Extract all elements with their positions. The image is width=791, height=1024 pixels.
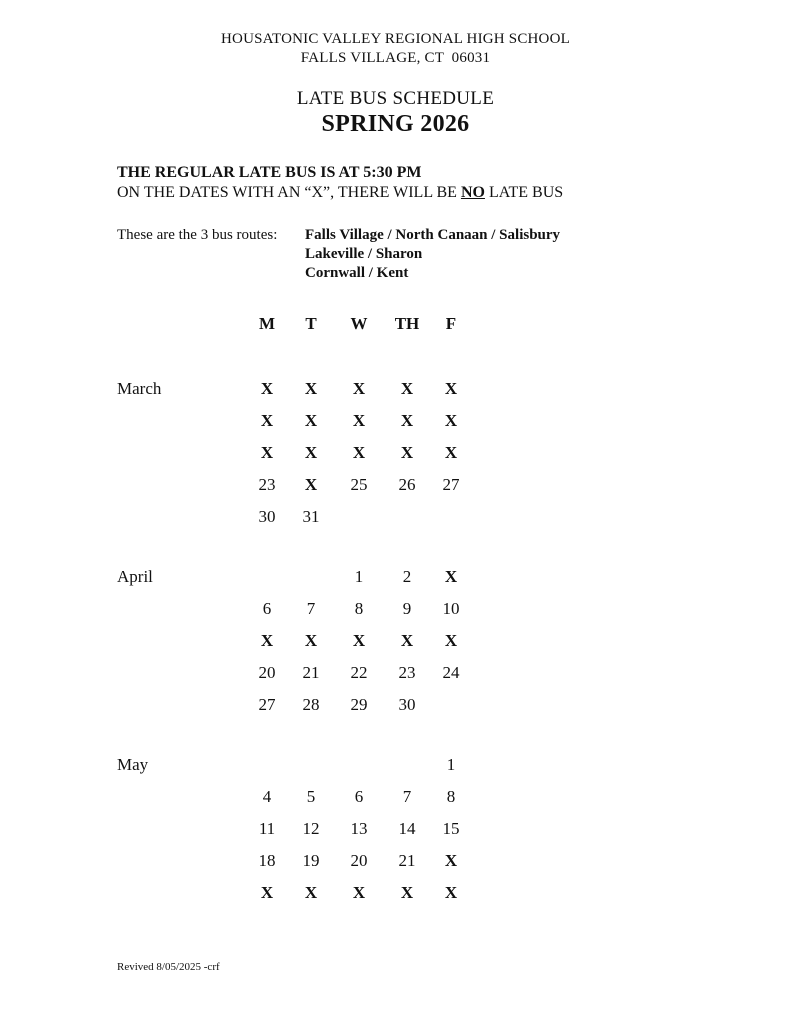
date-cell: 5 [306,787,316,806]
document-title: LATE BUS SCHEDULE [296,88,495,109]
date-cell: 8 [446,787,456,806]
no-bus-mark: X [352,443,366,462]
bus-route-item: Cornwall / Kent [305,265,409,281]
no-bus-mark: X [400,631,414,650]
month-section [117,561,472,721]
no-bus-mark: X [352,631,366,650]
no-late-bus-suffix: LATE BUS [484,184,564,201]
month-label [117,813,246,845]
no-bus-mark: X [400,883,414,902]
calendar-row [117,373,472,405]
no-bus-mark: X [352,411,366,430]
school-name: HOUSATONIC VALLEY REGIONAL HIGH SCHOOL [221,31,570,47]
day-header: W [350,314,368,333]
month-label [117,437,246,469]
revision-note: Revived 8/05/2025 -crf [117,961,220,973]
no-bus-mark: X [352,379,366,398]
date-cell: 9 [402,599,412,618]
no-bus-mark: X [444,883,458,902]
no-bus-mark: X [304,411,318,430]
month-section [117,749,472,909]
no-bus-mark: X [260,411,274,430]
day-header: T [305,314,317,333]
calendar-row [117,561,472,593]
no-bus-mark: X [444,631,458,650]
date-cell [430,689,472,721]
date-cell: 6 [262,599,272,618]
date-cell: 1 [354,567,364,586]
month-label [117,689,246,721]
bus-route-item: Lakeville / Sharon [305,246,423,262]
date-cell: 15 [442,819,460,838]
no-bus-mark: X [260,631,274,650]
date-cell: 7 [306,599,316,618]
date-cell: 7 [402,787,412,806]
date-cell: 23 [398,663,416,682]
no-bus-mark: X [304,883,318,902]
bus-routes [117,226,560,283]
month-label [117,877,246,909]
calendar-row [117,437,472,469]
date-cell: 6 [354,787,364,806]
month-label [117,405,246,437]
date-cell: 8 [354,599,364,618]
date-cell: 11 [258,819,276,838]
date-cell: 20 [350,851,368,870]
date-cell: 28 [302,695,320,714]
calendar-row [117,469,472,501]
date-cell: 21 [302,663,320,682]
date-cell: 2 [402,567,412,586]
month-label [117,469,246,501]
no-bus-mark: X [304,443,318,462]
date-cell: 21 [398,851,416,870]
calendar-row [117,657,472,689]
no-bus-mark: X [444,443,458,462]
month-label [117,657,246,689]
month-label [117,625,246,657]
date-cell [288,749,334,781]
calendar-row [117,845,472,877]
date-cell: 27 [258,695,276,714]
date-cell: 26 [398,475,416,494]
calendar-row [117,813,472,845]
calendar-row [117,749,472,781]
no-bus-mark: X [260,883,274,902]
late-bus-calendar [117,315,472,909]
date-cell: 31 [302,507,320,526]
no-bus-mark: X [352,883,366,902]
regular-late-bus-line: THE REGULAR LATE BUS IS AT 5:30 PM [117,164,422,181]
no-bus-mark: X [444,567,458,586]
no-bus-mark: X [400,411,414,430]
day-header: F [445,314,457,333]
no-bus-mark: X [400,379,414,398]
calendar-row [117,405,472,437]
no-bus-mark: X [304,379,318,398]
day-header-spacer [117,315,246,333]
month-label: May [117,755,149,774]
no-bus-mark: X [444,379,458,398]
calendar-row [117,689,472,721]
calendar-row [117,781,472,813]
date-cell [384,749,430,781]
day-header-row [117,315,472,333]
no-late-bus-emphasis: NO [460,184,485,201]
date-cell [334,501,384,533]
month-label [117,781,246,813]
date-cell: 30 [398,695,416,714]
calendar-months [117,373,472,909]
date-cell: 4 [262,787,272,806]
calendar-row [117,625,472,657]
month-label [117,501,246,533]
date-cell: 10 [442,599,460,618]
date-cell: 23 [258,475,276,494]
no-bus-mark: X [260,379,274,398]
calendar-row [117,501,472,533]
no-bus-mark: X [304,631,318,650]
date-cell: 19 [302,851,320,870]
month-label: April [117,567,153,586]
date-cell [334,749,384,781]
date-cell: 1 [446,755,456,774]
date-cell: 30 [258,507,276,526]
date-cell [384,501,430,533]
bus-routes-label: These are the 3 bus routes: [117,227,278,243]
no-late-bus-prefix: ON THE DATES WITH AN “X”, THERE WILL BE [117,184,461,201]
no-bus-mark: X [444,411,458,430]
no-bus-mark: X [304,475,318,494]
document-subtitle: SPRING 2026 [321,111,470,137]
no-bus-mark: X [444,851,458,870]
no-bus-mark: X [400,443,414,462]
date-cell: 14 [398,819,416,838]
date-cell: 18 [258,851,276,870]
date-cell [288,561,334,593]
day-header: TH [394,314,420,333]
date-cell: 20 [258,663,276,682]
calendar-row [117,877,472,909]
school-address: FALLS VILLAGE, CT 06031 [300,50,491,66]
no-late-bus-line [117,183,563,203]
calendar-row [117,593,472,625]
bus-route-item: Falls Village / North Canaan / Salisbury [305,227,561,243]
month-label [117,593,246,625]
no-bus-mark: X [260,443,274,462]
bus-routes-list [305,226,560,283]
month-section [117,373,472,533]
date-cell: 13 [350,819,368,838]
date-cell: 22 [350,663,368,682]
late-bus-notice [117,163,563,203]
date-cell [246,749,288,781]
date-cell: 25 [350,475,368,494]
date-cell: 27 [442,475,460,494]
date-cell: 24 [442,663,460,682]
date-cell: 29 [350,695,368,714]
school-header [0,30,791,68]
day-header: M [258,314,276,333]
date-cell: 12 [302,819,320,838]
month-label [117,845,246,877]
month-label: March [117,379,162,398]
date-cell [246,561,288,593]
date-cell [430,501,472,533]
